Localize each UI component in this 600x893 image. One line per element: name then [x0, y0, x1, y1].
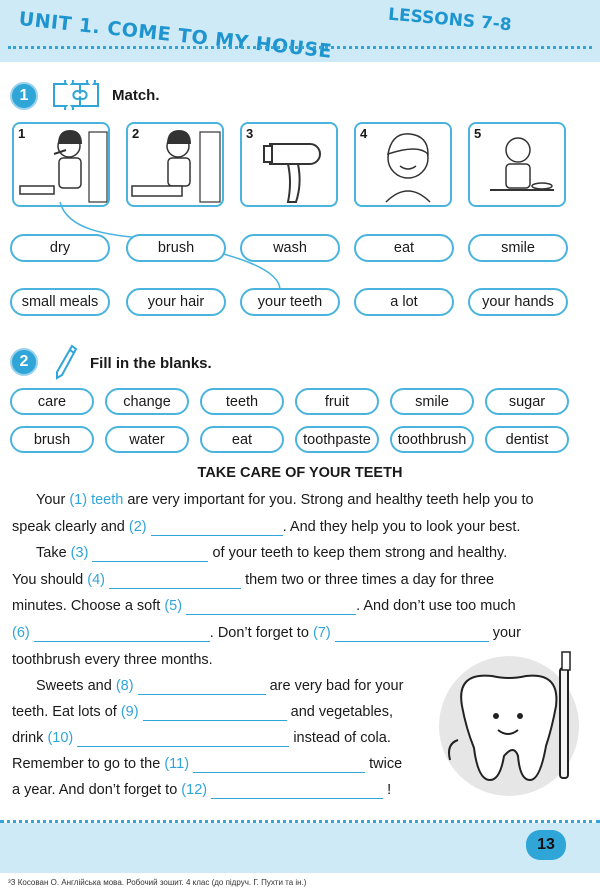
blank-number-2: (2) — [128, 519, 147, 535]
text-line-7: toothbrush every three months. — [12, 652, 213, 668]
text-fragment: a year. And don’t forget to — [12, 782, 182, 798]
text-fragment: speak clearly and — [12, 519, 129, 535]
blank-6-input[interactable] — [34, 625, 210, 642]
blank-8-input[interactable] — [138, 678, 266, 695]
header-dotted-border — [8, 46, 592, 49]
blank-5-input[interactable] — [186, 598, 356, 615]
page-number: 13 — [526, 830, 566, 860]
word-bank-toothbrush[interactable]: toothbrush — [390, 426, 474, 453]
text-fragment: ! — [387, 782, 392, 798]
word-bank-eat[interactable]: eat — [200, 426, 284, 453]
text-line-12 — [12, 782, 391, 799]
tooth-with-toothbrush-icon — [434, 648, 584, 798]
text-line-5 — [12, 598, 516, 615]
text-line-10 — [12, 730, 391, 747]
text-fragment: twice — [369, 756, 403, 772]
picture-number: 3 — [246, 126, 254, 141]
match-phrase-your-hands[interactable]: your hands — [468, 288, 568, 316]
word-bank-smile[interactable]: smile — [390, 388, 474, 415]
text-line-8 — [36, 678, 403, 695]
blank-number-9: (9) — [120, 704, 139, 720]
text-fragment: You should — [12, 572, 88, 588]
task2-number: 2 — [10, 348, 38, 376]
blank-number-5: (5) — [164, 598, 183, 614]
text-fragment: your — [492, 625, 521, 641]
example-answer: teeth — [87, 492, 124, 508]
blank-number-3: (3) — [70, 545, 89, 561]
text-fragment: instead of cola. — [293, 730, 391, 746]
puzzle-icon — [52, 80, 100, 110]
match-verb-eat[interactable]: eat — [354, 234, 454, 262]
blank-11-input[interactable] — [193, 756, 365, 773]
word-bank-water[interactable]: water — [105, 426, 189, 453]
blank-9-input[interactable] — [143, 704, 287, 721]
word-bank-teeth[interactable]: teeth — [200, 388, 284, 415]
word-bank-dentist[interactable]: dentist — [485, 426, 569, 453]
text-fragment: Sweets and — [36, 678, 116, 694]
footnote: ³З Косован О. Англійська мова. Робочий зошит. 4 клас (до підруч. Г. Пухти та ін.) — [8, 878, 307, 887]
blank-12-input[interactable] — [211, 782, 383, 799]
text-fragment: them two or three times a day for three — [245, 572, 495, 588]
text-line-9 — [12, 704, 393, 721]
text-fragment: . And don’t use too much — [356, 598, 516, 614]
match-phrase-your-hair[interactable]: your hair — [126, 288, 226, 316]
text-fragment: teeth. Eat lots of — [12, 704, 121, 720]
match-verb-smile[interactable]: smile — [468, 234, 568, 262]
text-fragment: are very bad for your — [269, 678, 404, 694]
text-line-11 — [12, 756, 402, 773]
text-fragment: are very important for you. Strong and healthy teeth help you to — [123, 492, 534, 508]
text-fragment: minutes. Choose a soft — [12, 598, 165, 614]
word-bank-change[interactable]: change — [105, 388, 189, 415]
match-phrase-your-teeth[interactable]: your teeth — [240, 288, 340, 316]
task1-title: Match. — [112, 87, 160, 104]
word-bank-fruit[interactable]: fruit — [295, 388, 379, 415]
word-bank-care[interactable]: care — [10, 388, 94, 415]
text-fragment: . Don’t forget to — [209, 625, 313, 641]
blank-number-12: (12) — [181, 782, 208, 798]
match-phrase-a-lot[interactable]: a lot — [354, 288, 454, 316]
text-line-1 — [36, 492, 534, 508]
blank-number-8: (8) — [115, 678, 134, 694]
picture-number: 5 — [474, 126, 482, 141]
blank-number-11: (11) — [164, 756, 190, 772]
blank-number-7: (7) — [312, 625, 331, 641]
blank-7-input[interactable] — [335, 625, 489, 642]
unit-title: UNIT 1. COME TO MY HOUSE — [17, 8, 334, 63]
pencil-icon — [54, 344, 78, 380]
blank-number-4: (4) — [87, 572, 105, 588]
blank-10-input[interactable] — [77, 730, 289, 747]
blank-2-input[interactable] — [151, 519, 283, 536]
task2-title: Fill in the blanks. — [90, 355, 212, 372]
text-fragment: Remember to go to the — [12, 756, 165, 772]
footer-band — [0, 823, 600, 873]
text-fragment: Your — [36, 492, 70, 508]
text-fragment: . And they help you to look your best. — [282, 519, 521, 535]
lessons-label: LESSONS 7-8 — [387, 4, 513, 36]
blank-number-6: (6) — [12, 625, 30, 641]
word-bank-brush[interactable]: brush — [10, 426, 94, 453]
text-line-4 — [12, 572, 494, 589]
word-bank-toothpaste[interactable]: toothpaste — [295, 426, 379, 453]
picture-number: 4 — [360, 126, 368, 141]
blank-4-input[interactable] — [109, 572, 241, 589]
page-header — [0, 0, 600, 62]
blank-number-1: (1) — [69, 492, 88, 508]
match-verb-brush[interactable]: brush — [126, 234, 226, 262]
text-line-2 — [12, 519, 520, 536]
text-fragment: and vegetables, — [290, 704, 394, 720]
match-verb-dry[interactable]: dry — [10, 234, 110, 262]
text-fragment: drink — [12, 730, 48, 746]
picture-number: 1 — [18, 126, 26, 141]
word-bank-sugar[interactable]: sugar — [485, 388, 569, 415]
reading-title: TAKE CARE OF YOUR TEETH — [197, 465, 403, 481]
text-line-3 — [36, 545, 507, 562]
blank-3-input[interactable] — [92, 545, 208, 562]
task1-number: 1 — [10, 82, 38, 110]
text-fragment: of your teeth to keep them strong and healthy. — [212, 545, 508, 561]
match-verb-wash[interactable]: wash — [240, 234, 340, 262]
blank-number-10: (10) — [47, 730, 74, 746]
text-line-6 — [12, 625, 521, 642]
match-phrase-small-meals[interactable]: small meals — [10, 288, 110, 316]
picture-number: 2 — [132, 126, 140, 141]
text-fragment: Take — [36, 545, 71, 561]
